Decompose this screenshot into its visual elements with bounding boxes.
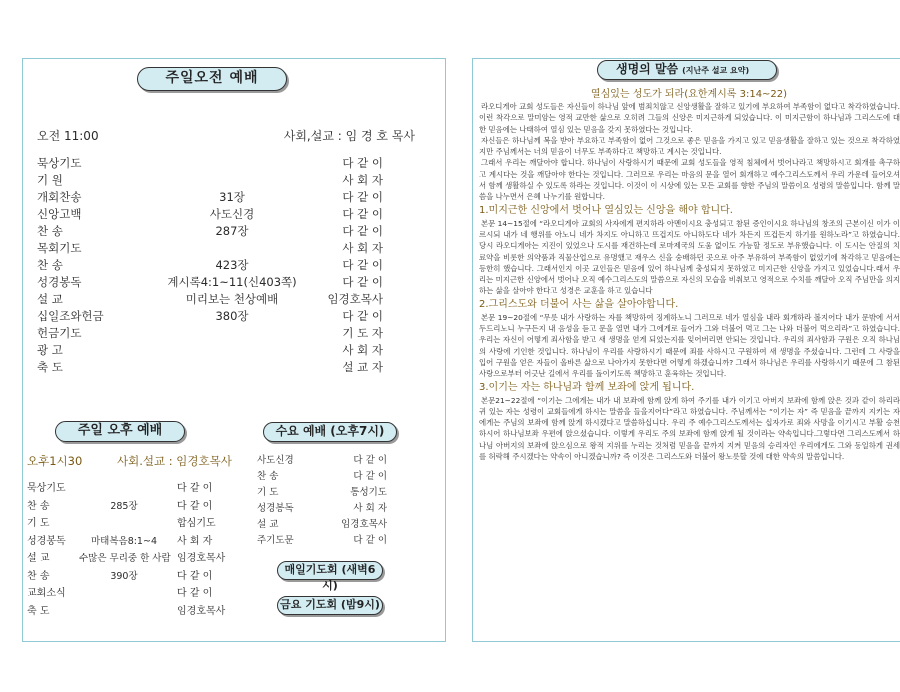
order-row — [37, 274, 383, 291]
order-item-name: 묵상기도 — [27, 483, 66, 494]
order-item-detail: 계시록4:1~11(신403쪽) — [167, 275, 297, 289]
order-row — [37, 223, 383, 240]
order-item-name: 개회찬송 — [37, 190, 82, 204]
order-item-name: 기 도 — [27, 518, 50, 529]
order-item-leader: 다 같 이 — [353, 471, 387, 482]
order-item-name: 찬 송 — [37, 258, 63, 272]
order-item-name: 목회기도 — [37, 241, 82, 255]
order-item-name: 사도신경 — [257, 455, 294, 466]
order-item-detail: 380장 — [215, 309, 249, 323]
order-row — [27, 515, 227, 533]
daily-prayer-meeting: 매일기도회 (새벽6시) — [277, 561, 383, 580]
order-item-name: 설 교 — [257, 519, 279, 530]
order-item-leader: 다 같 이 — [342, 275, 383, 289]
order-row — [37, 257, 383, 274]
sermon-heading-sub: (지난주 설교 요약) — [682, 66, 750, 75]
order-item-leader: 사 회 자 — [342, 343, 383, 357]
order-item-leader: 다 같 이 — [177, 483, 213, 494]
order-item-detail: 사도신경 — [209, 207, 255, 221]
order-item-leader: 다 같 이 — [342, 207, 383, 221]
order-item-name: 성경봉독 — [257, 503, 294, 514]
sermon-panel — [472, 58, 900, 642]
order-item-name: 축 도 — [37, 360, 63, 374]
order-row — [37, 189, 383, 206]
order-item-detail: 마태복음8:1~4 — [90, 535, 157, 547]
order-item-name: 헌금기도 — [37, 326, 82, 340]
morning-service-title: 주일오전 예배 — [137, 67, 287, 91]
order-item-detail: 수많은 무리중 한 사람 — [79, 553, 171, 564]
order-item-leader: 임경호목사 — [341, 519, 387, 530]
order-row — [27, 550, 227, 568]
order-item-detail: 287장 — [215, 224, 249, 238]
order-item-name: 찬 송 — [27, 500, 50, 512]
order-item-name: 설 교 — [27, 553, 50, 564]
sermon-section-heading: 2.그리스도와 더불어 사는 삶을 살아야합니다. — [479, 298, 679, 310]
sermon-section-heading: 3.이기는 자는 하나님과 함께 보좌에 앉게 됩니다. — [479, 381, 695, 393]
order-item-leader: 사 회 자 — [353, 503, 387, 514]
order-item-leader: 다 같 이 — [342, 156, 383, 170]
order-item-name: 신앙고백 — [37, 207, 82, 221]
order-row — [27, 603, 227, 621]
morning-service-leader: 사회,설교 : 임 경 호 목사 — [283, 129, 415, 143]
order-item-leader: 다 같 이 — [177, 500, 213, 512]
friday-prayer-meeting: 금요 기도회 (밤9시) — [277, 596, 383, 615]
wednesday-order-list — [257, 453, 387, 549]
afternoon-service-title: 주일 오후 예배 — [55, 421, 185, 442]
order-row — [27, 480, 227, 498]
sermon-body — [479, 101, 900, 462]
order-row — [37, 308, 383, 325]
sermon-paragraph: 자신들은 하나님께 복을 받아 부요하고 부족함이 없어 그것으로 좋은 믿음을 가지고 있고 믿음생활을 잘하고 있는 것으로 착각하였지만 주님께서는 너의 믿음이 너무도 부족하다고 책망하고 계시는 것입니다. — [479, 135, 900, 157]
order-row — [37, 359, 383, 376]
order-item-detail: 285장 — [110, 500, 138, 512]
order-item-name: 광 고 — [37, 343, 63, 357]
order-item-name: 교회소식 — [27, 588, 66, 599]
order-row — [37, 325, 383, 342]
order-row — [257, 469, 387, 485]
order-item-leader: 기 도 자 — [342, 326, 383, 340]
order-item-leader: 사 회 자 — [342, 173, 383, 187]
order-row — [257, 485, 387, 501]
sermon-heading — [597, 60, 777, 80]
order-item-name: 찬 송 — [257, 471, 279, 482]
order-row — [27, 585, 227, 603]
order-row — [257, 533, 387, 549]
order-row — [257, 517, 387, 533]
order-item-detail: 390장 — [110, 570, 138, 582]
order-row — [257, 501, 387, 517]
worship-order-panel — [22, 58, 446, 642]
order-row — [257, 453, 387, 469]
afternoon-service-leader: 사회.설교 : 임경호목사 — [117, 454, 232, 468]
morning-order-list — [37, 155, 383, 376]
sermon-paragraph: 라오디게아 교회 성도들은 자신들이 하나님 앞에 범죄치않고 신앙생활을 잘하고 있기에 부요하여 부족함이 없다고 착각하였습니다. 이런 착각으로 말미암는 영적 교만한 삶으로 오히려 그들의 신앙은 미지근하게 되었습니다. 이 미지근함이 하나님과 그리스도에 대한 믿음에는 나태하여 열심 있는 믿음을 갖지 못하였다는 것입니다. — [479, 102, 900, 134]
order-item-detail: 423장 — [215, 258, 249, 272]
order-item-name: 찬 송 — [27, 570, 50, 582]
order-item-name: 묵상기도 — [37, 156, 82, 170]
morning-service-time: 오전 11:00 — [37, 129, 99, 143]
order-item-name: 주기도문 — [257, 535, 294, 546]
order-item-leader: 다 같 이 — [342, 309, 383, 323]
order-item-leader: 통성기도 — [350, 487, 387, 498]
order-item-leader: 다 같 이 — [342, 190, 383, 204]
order-item-detail: 미리보는 천상예배 — [185, 292, 279, 306]
order-item-leader: 임경호목사 — [177, 605, 226, 617]
sermon-paragraph: 그래서 우리는 깨달아야 합니다. 하나님이 사랑하시기 때문에 교회 성도들을 영적 침체에서 벗어나라고 책망하시고 회개를 촉구하고 계시다는 것을 깨달아야 한다는 것입니다. 그러므로 우리는 마음의 문을 열어 회개하고 예수그리스도께서 우리 가운데 들어오셔서 함께 생활하실 수 있도록 하라는 것입니다. 이것이 이 시상에 있는 모든 교회를 향한 주님의 말씀이요 성령의 말씀입니다. 함께 말씀을 나누면서 은혜 나누기를 원합니다. — [479, 158, 900, 202]
order-item-leader: 사 회 자 — [177, 535, 213, 547]
sermon-heading-main: 생명의 말씀 — [616, 62, 679, 76]
order-row — [37, 291, 383, 308]
order-item-leader: 다 같 이 — [177, 588, 213, 599]
order-row — [27, 498, 227, 516]
order-row — [37, 240, 383, 257]
order-item-name: 기 원 — [37, 173, 63, 187]
wednesday-service-title: 수요 예배 (오후7시) — [263, 422, 397, 442]
order-item-name: 성경봉독 — [27, 535, 66, 547]
order-item-name: 기 도 — [257, 487, 279, 498]
order-row — [37, 172, 383, 189]
order-item-name: 설 교 — [37, 292, 63, 306]
order-item-leader: 다 같 이 — [353, 455, 387, 466]
order-item-leader: 다 같 이 — [177, 570, 213, 582]
order-item-name: 축 도 — [27, 605, 50, 617]
order-item-leader: 다 같 이 — [342, 258, 383, 272]
order-row — [37, 342, 383, 359]
order-item-name: 찬 송 — [37, 224, 63, 238]
order-item-leader: 설 교 자 — [342, 360, 383, 374]
sermon-section-text: 본문21~22절에 “이기는 그에게는 내가 내 보좌에 함께 앉게 하여 주기를 내가 이기고 아버지 보좌에 함께 앉은 것과 같이 하리라 귀 있는 자는 성령이 교회들에게 하시는 말씀을 들을지어다”라고 하였습니다. 주님께서는 “이기는 자” 즉 믿음을 끝까지 지키는 자에게는 주님의 보좌에 함께 앉게 하시겠다고 말씀하십니다. 우리 주 예수그리스도께서는 십자가로 죄와 사망을 이기시고 부활 승천하시어 하나님보좌 우편에 앉으셨습니다. 이렇게 우리도 주의 보좌에 함께 앉게 될 것이라는 약속입니다.그렇다면 그리스도께서 하나님 아버지의 보좌에 앉으심으로 왕적 지위를 누리는 것처럼 믿음을 끝까지 지켜 믿음의 승리자인 우리에게도 그와 동일하게 권세를 허락해 주시겠다는 약속이 아니겠습니까? 즉 이것은 그리스도와 더불어 왕노릇할 것에 대한 약속의 말씀입니다. — [479, 395, 900, 462]
order-item-detail: 31장 — [219, 190, 245, 204]
order-item-name: 십일조와헌금 — [37, 309, 104, 323]
order-item-leader: 합심기도 — [177, 518, 216, 529]
order-item-leader: 임경호목사 — [327, 292, 383, 306]
order-item-leader: 임경호목사 — [177, 553, 226, 564]
afternoon-order-list — [27, 480, 227, 620]
order-row — [27, 568, 227, 586]
afternoon-service-time: 오후1시30 — [27, 454, 83, 468]
sermon-section-heading: 1.미지근한 신앙에서 벗어나 열심있는 신앙을 해야 합니다. — [479, 204, 733, 216]
order-item-name: 성경봉독 — [37, 275, 82, 289]
order-item-leader: 다 같 이 — [353, 535, 387, 546]
sermon-subtitle: 열심있는 성도가 되라(요한계시록 3:14~22) — [590, 89, 788, 100]
order-row — [27, 533, 227, 551]
order-row — [37, 206, 383, 223]
order-row — [37, 155, 383, 172]
order-item-leader: 다 같 이 — [342, 224, 383, 238]
sermon-section-text: 본문 19~20절에 “무릇 내가 사랑하는 자를 책망하여 징계하노니 그러므로 네가 열심을 내라 회개하라 볼지어다 내가 문밖에 서서 두드리노니 누구든지 내 음성을 듣고 문을 열면 내가 그에게로 들어가 그와 더불어 먹고 그는 나와 더불어 먹으리라”고 하였습니다. 우리는 자신이 어떻게 죄사함을 받고 새 생명을 얻게 되었는지를 잊어버리면 안되는 것입니다. 우리의 죄사함과 구원은 오직 하나님의 사랑에 기인한 것입니다. 하나님이 우리를 사랑하시기 때문에 죄를 사하시고 구원하여 새 생명을 주셨습니다. 그런데 그 사랑을 입어 구원을 얻은 자들이 올바른 삶으로 나아가지 못한다면 어떻게 하겠습니까? 그래서 하나님은 우리를 사랑하시기 때문에 그 참된 사랑으로부터 어긋난 길에서 우리를 돌이키도록 책망하고 훈육하는 것입니다. — [479, 312, 900, 379]
sermon-section-text: 본문 14~15절에 “라오디게아 교회의 사자에게 편지하라 아멘이시요 충성되고 참된 증인이시요 하나님의 창조의 근본이신 이가 이르시되 내가 네 행위를 아노니 네가 차지도 아니하고 뜨겁지도 아니하도다 네가 차든지 뜨겁든지 하기를 원하노라”고 하였습니다. 당시 라오디게아는 지진이 있었으나 도시를 재건하는데 로마제국의 도움 없이도 가능할 정도로 부유했습니다. 이 도시는 안질의 치료약을 비롯한 의약품과 직물산업으로 유명했고 재우스 신을 숭배하던 곳으로 아주 부유하여 부족함이 없었기에 착각하고 믿음에는 등한히 했습니다. 그래서인지 이곳 교인들은 믿음에 있어 하나님께 충성되지 못하였고 미지근한 신앙을 가지고 있었습니다.래서 우리는 미지근한 신앙에서 벗어나 오직 예수그리스도의 말씀으로 자신의 모습을 비춰보고 영적으로 수치를 깨달아 오직 주님만을 의지하는 삶을 살아야 한다고 성경은 교훈을 하고 있습니다 — [479, 218, 900, 296]
order-item-leader: 사 회 자 — [342, 241, 383, 255]
